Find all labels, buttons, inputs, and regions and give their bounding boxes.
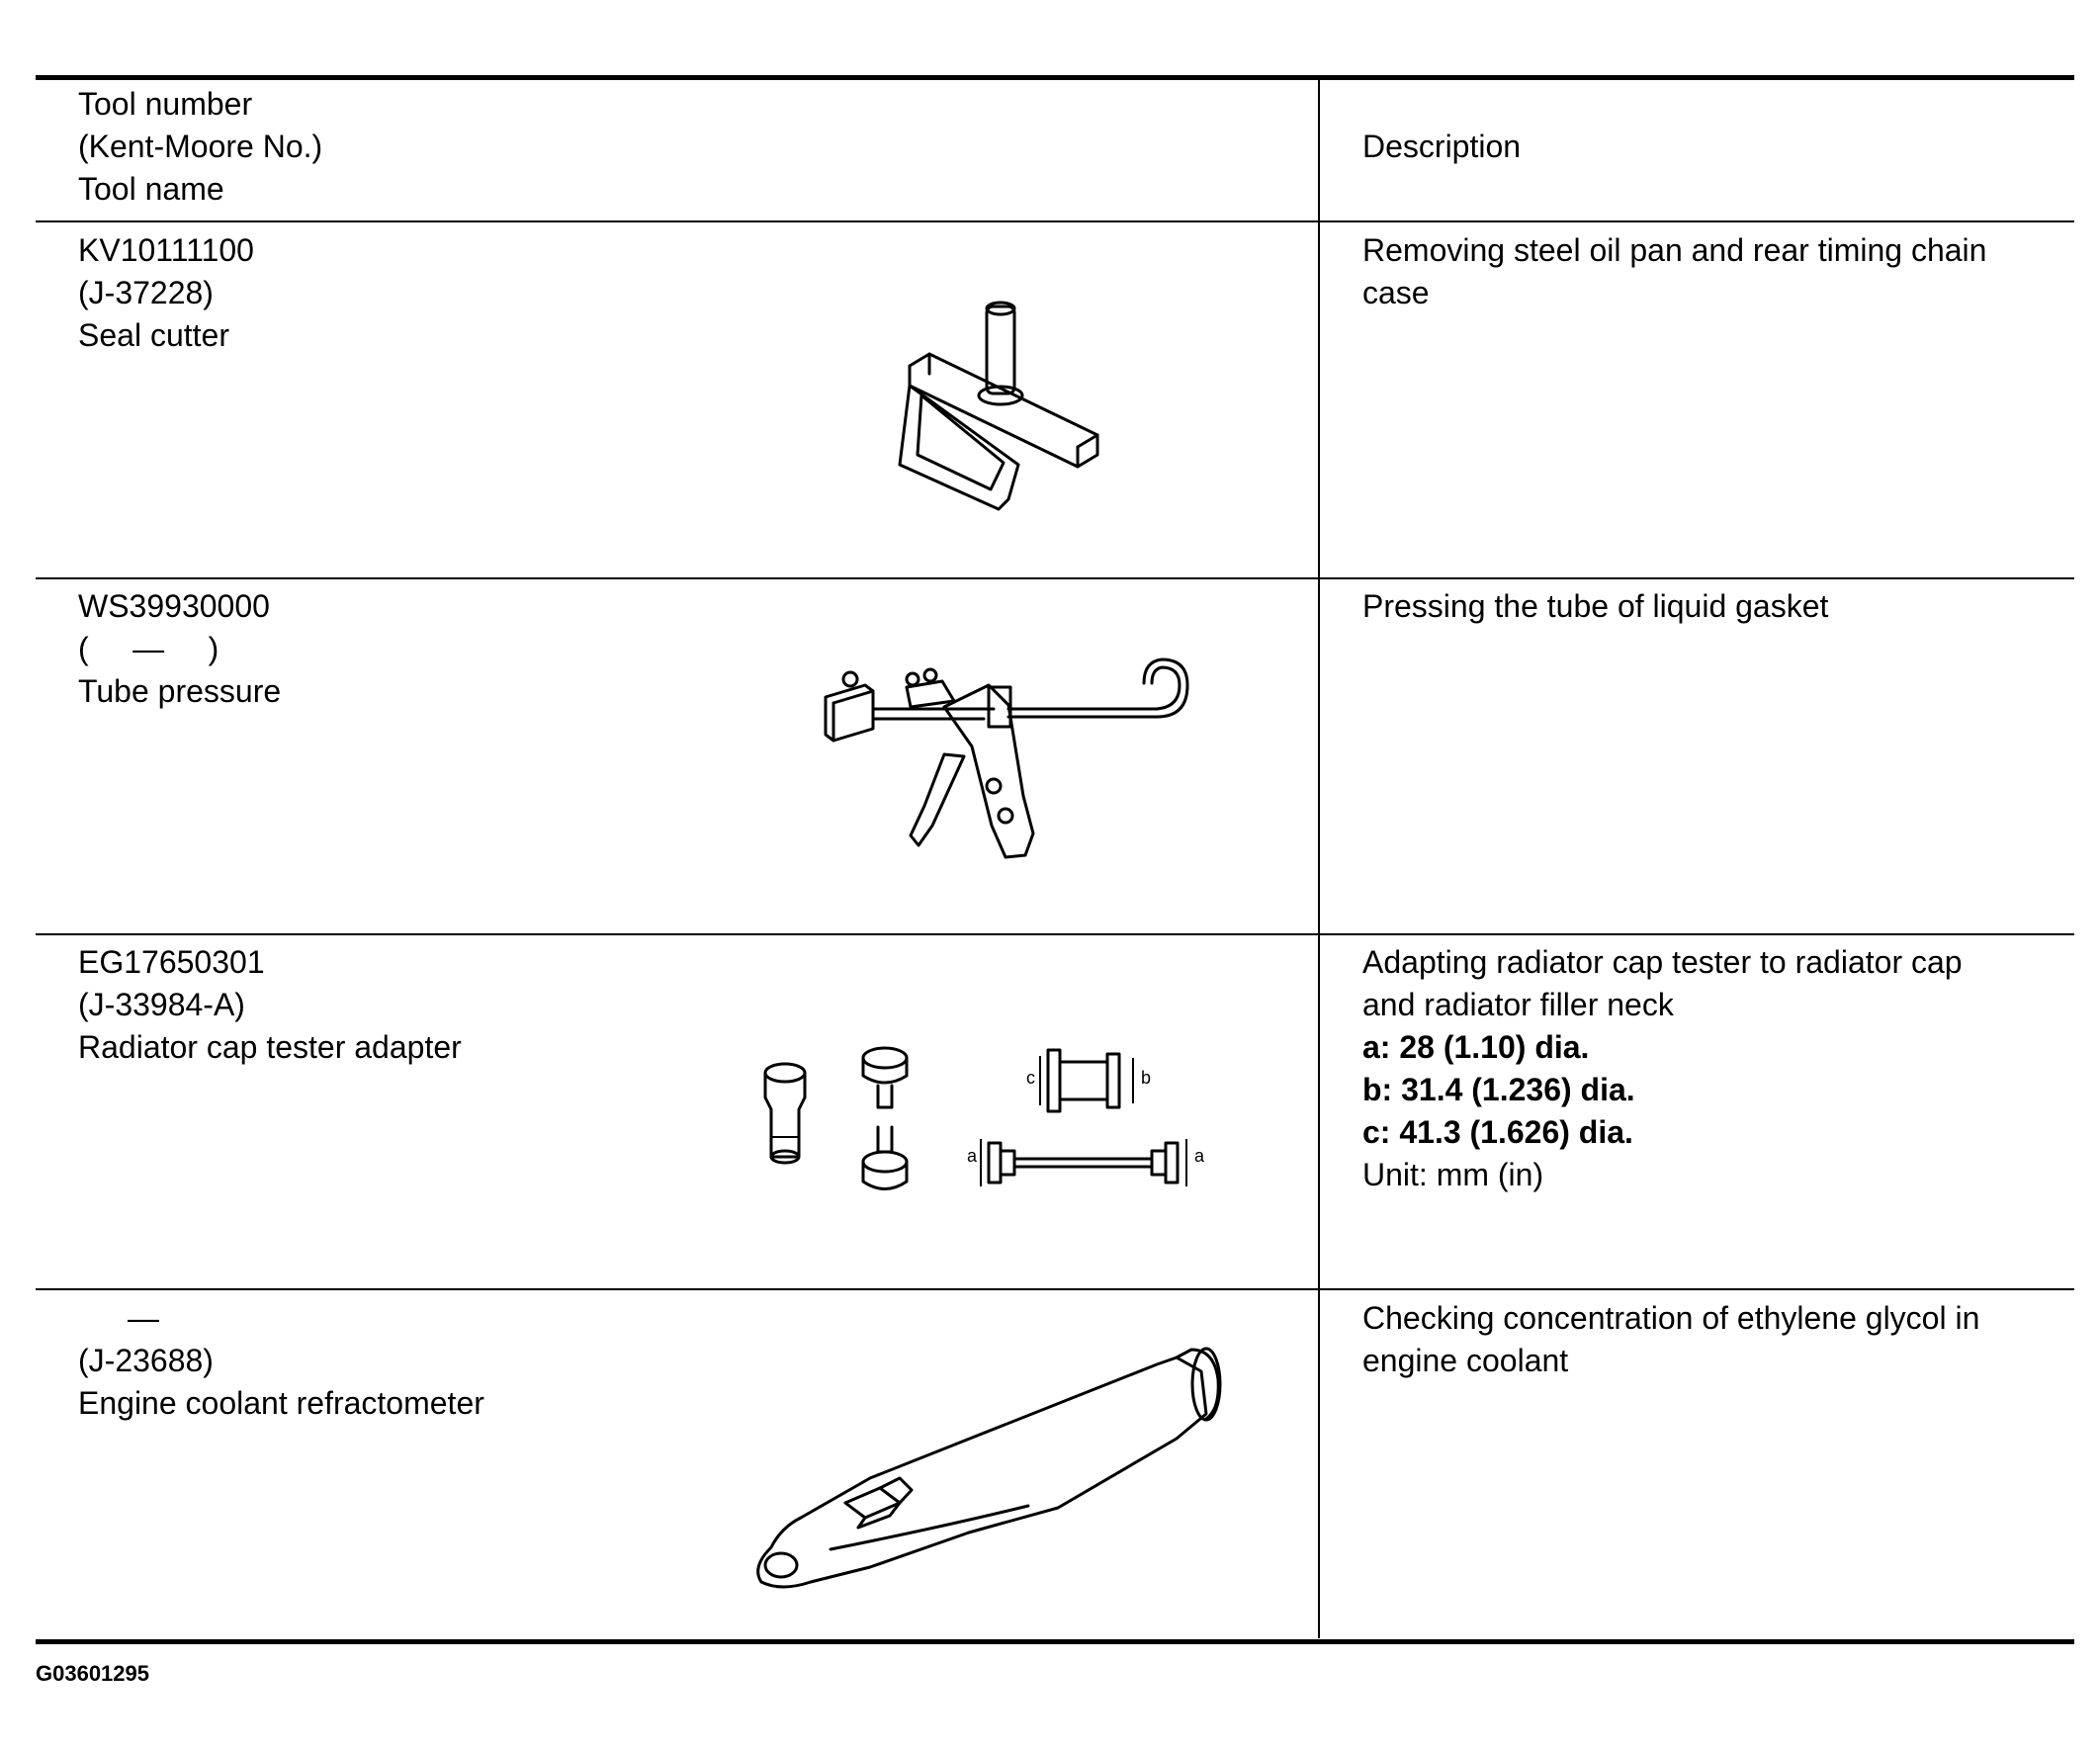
description-line: engine coolant [1362,1343,1569,1378]
dimension-b: b: 31.4 (1.236) dia. [1362,1072,1635,1107]
description-line: Adapting radiator cap tester to radiator cap [1362,944,1963,980]
dim-label-a-left: a [967,1146,978,1166]
tool-number: WS39930000 [78,588,270,624]
header-tool-number: Tool number [78,86,253,122]
description-line: case [1362,275,1430,310]
tool-number: EG17650301 [78,944,265,980]
tool-name: Seal cutter [78,317,229,353]
row-divider [36,933,2074,935]
row-3-tool-cell [78,941,462,1069]
dim-label-a-right: a [1194,1146,1205,1166]
description-line: Removing steel oil pan and rear timing chain [1362,232,1987,268]
description-line: Checking concentration of ethylene glycol in [1362,1300,1980,1336]
table-bottom-rule [36,1639,2074,1644]
header-bottom-rule [36,220,2074,222]
column-divider [1318,78,1320,1638]
kent-moore-number: (J-33984-A) [78,987,245,1022]
unit-label: Unit: mm (in) [1362,1157,1544,1192]
refractometer-illustration [742,1330,1256,1597]
figure-code: G03601295 [36,1661,149,1686]
dim-label-b: b [1141,1068,1152,1088]
kent-moore-number: (J-37228) [78,275,214,310]
row-3-description-cell [1362,941,1963,1196]
description-line: and radiator filler neck [1362,987,1674,1022]
tube-pressure-gun-illustration [816,657,1191,875]
tool-number: — [128,1300,159,1336]
header-description-cell [1362,126,1521,168]
table-top-rule [36,75,2074,80]
dimension-a: a: 28 (1.10) dia. [1362,1029,1590,1065]
header-tool-name: Tool name [78,171,224,207]
row-4-description-cell [1362,1297,1979,1382]
header-description: Description [1362,129,1522,164]
tool-name: Radiator cap tester adapter [78,1029,462,1065]
seal-cutter-illustration [890,297,1127,524]
kent-moore-number: ( — ) [78,631,219,666]
row-divider [36,1288,2074,1290]
tool-name: Tube pressure [78,673,282,709]
description-line: Pressing the tube of liquid gasket [1362,588,1829,624]
tool-number: KV10111100 [78,232,254,268]
kent-moore-number: (J-23688) [78,1343,214,1378]
row-divider [36,577,2074,579]
row-1-tool-cell [78,229,254,357]
radiator-cap-tester-adapter-illustration [751,1028,1256,1206]
header-kent-moore: (Kent-Moore No.) [78,129,323,164]
dim-label-c: c [1026,1068,1035,1088]
dimension-c: c: 41.3 (1.626) dia. [1362,1114,1633,1150]
header-tool-cell [78,83,322,211]
row-1-description-cell [1362,229,1986,314]
tool-name: Engine coolant refractometer [78,1385,484,1421]
row-2-description-cell [1362,585,1828,628]
row-4-tool-cell [78,1297,484,1425]
row-2-tool-cell [78,585,281,713]
